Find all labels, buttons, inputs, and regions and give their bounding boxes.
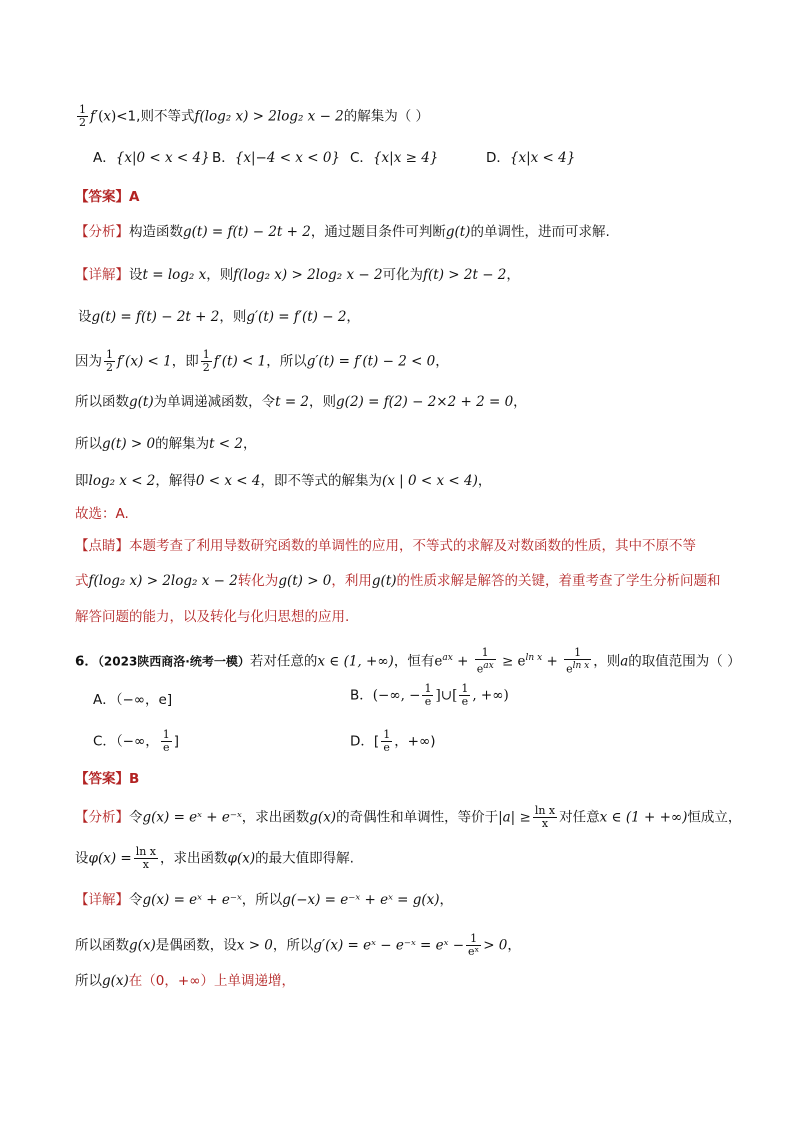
- q5-stem: $\frac{1}{2}$ f′(x)<1,则不等式f(log₂ x) > 2log₂ x − 2的解集为（ ）: [79, 103, 430, 129]
- q5-detail-line-3: 因为 $\frac{1}{2}$ f′(x) < 1，即 $\frac{1}{2}$ f′(t) < 1，所以g′(t) = f′(t) − 2 < 0，: [75, 348, 449, 374]
- q5-answer: 【答案】A: [75, 189, 140, 205]
- q5-analysis: 【分析】构造函数g(t) = f(t) − 2t + 2，通过题目条件可判断g(t)的单调性，进而可求解.: [75, 224, 610, 240]
- q5-choose: 故选：A.: [75, 506, 129, 522]
- q6-answer: 【答案】B: [75, 771, 140, 787]
- half-fraction: $\frac{1}{2}$: [79, 103, 86, 129]
- q5-option-b: B．{x|−4 < x < 0}: [212, 150, 340, 166]
- q6-analysis-line-1: 【分析】令g(x) = eˣ + e⁻ˣ，求出函数g(x)的奇偶性和单调性，等价于|a| ≥ $\frac{\text{ln x}}{x}$ 对任意x ∈ (1 + +∞)恒成立，: [75, 804, 742, 830]
- q5-option-d: D．{x|x < 4}: [486, 150, 576, 166]
- q6-option-c: C．（−∞， $\frac{1}{e}$ ]: [93, 728, 180, 754]
- half-fraction: $\frac{1}{2}$: [106, 348, 113, 374]
- q5-detail-line-4: 所以函数g(t)为单调递减函数，令t = 2，则g(2) = f(2) − 2×2 + 2 = 0，: [75, 394, 527, 410]
- q6-detail-line-2: 所以函数g(x)是偶函数，设x > 0，所以g′(x) = eˣ − e⁻ˣ = eˣ − $\frac{1}{\text{eˣ}}$ > 0，: [75, 932, 521, 958]
- q6-option-d: D．[ $\frac{1}{e}$ ，+∞): [350, 728, 436, 754]
- q5-detail-line-5: 所以g(t) > 0的解集为t < 2，: [75, 436, 257, 452]
- q5-option-a: A．{x|0 < x < 4}: [93, 150, 210, 166]
- q6-detail-line-3: 所以g(x)在（0，+∞）上单调递增，: [75, 973, 295, 989]
- q6-option-b: B．(−∞, − $\frac{1}{e}$ ]∪[ $\frac{1}{e}$ , +∞): [350, 682, 509, 708]
- q6-option-a: A．（−∞，e]: [93, 692, 173, 708]
- q5-comment-line-1: 【点睛】本题考查了利用导数研究函数的单调性的应用，不等式的求解及对数函数的性质，其中不原不等: [75, 538, 696, 554]
- half-fraction: $\frac{1}{2}$: [202, 348, 210, 374]
- q5-detail-line-6: 即log₂ x < 2，解得0 < x < 4，即不等式的解集为(x | 0 < x < 4)，: [75, 473, 492, 489]
- q6-detail-line-1: 【详解】令g(x) = eˣ + e⁻ˣ，所以g(−x) = e⁻ˣ + eˣ = g(x)，: [75, 892, 454, 908]
- q5-detail-line-1: 【详解】设t = log₂ x，则f(log₂ x) > 2log₂ x − 2可化为f(t) > 2t − 2，: [75, 267, 520, 283]
- q6-stem: 6．（2023陕西商洛·统考一模）若对任意的x ∈ (1, +∞)，恒有$e^{ax}$ + $\frac{1}{e^{ax}}$ ≥ $e^{ln x}$ + $\frac{1}{e^{ln x}}$ ，则a的取值范围为（ ）: [75, 646, 741, 676]
- q5-comment-line-3: 解答问题的能力，以及转化与化归思想的应用.: [75, 609, 350, 625]
- q6-analysis-line-2: 设φ(x) = $\frac{\text{ln x}}{x}$ ，求出函数φ(x)的最大值即得解.: [75, 845, 354, 871]
- q5-option-c: C．{x|x ≥ 4}: [350, 150, 439, 166]
- q5-detail-line-2: 设g(t) = f(t) − 2t + 2，则g′(t) = f′(t) − 2，: [78, 309, 360, 325]
- q5-comment-line-2: 式f(log₂ x) > 2log₂ x − 2转化为g(t) > 0，利用g(t)的性质求解是解答的关键，着重考查了学生分析问题和: [75, 573, 721, 589]
